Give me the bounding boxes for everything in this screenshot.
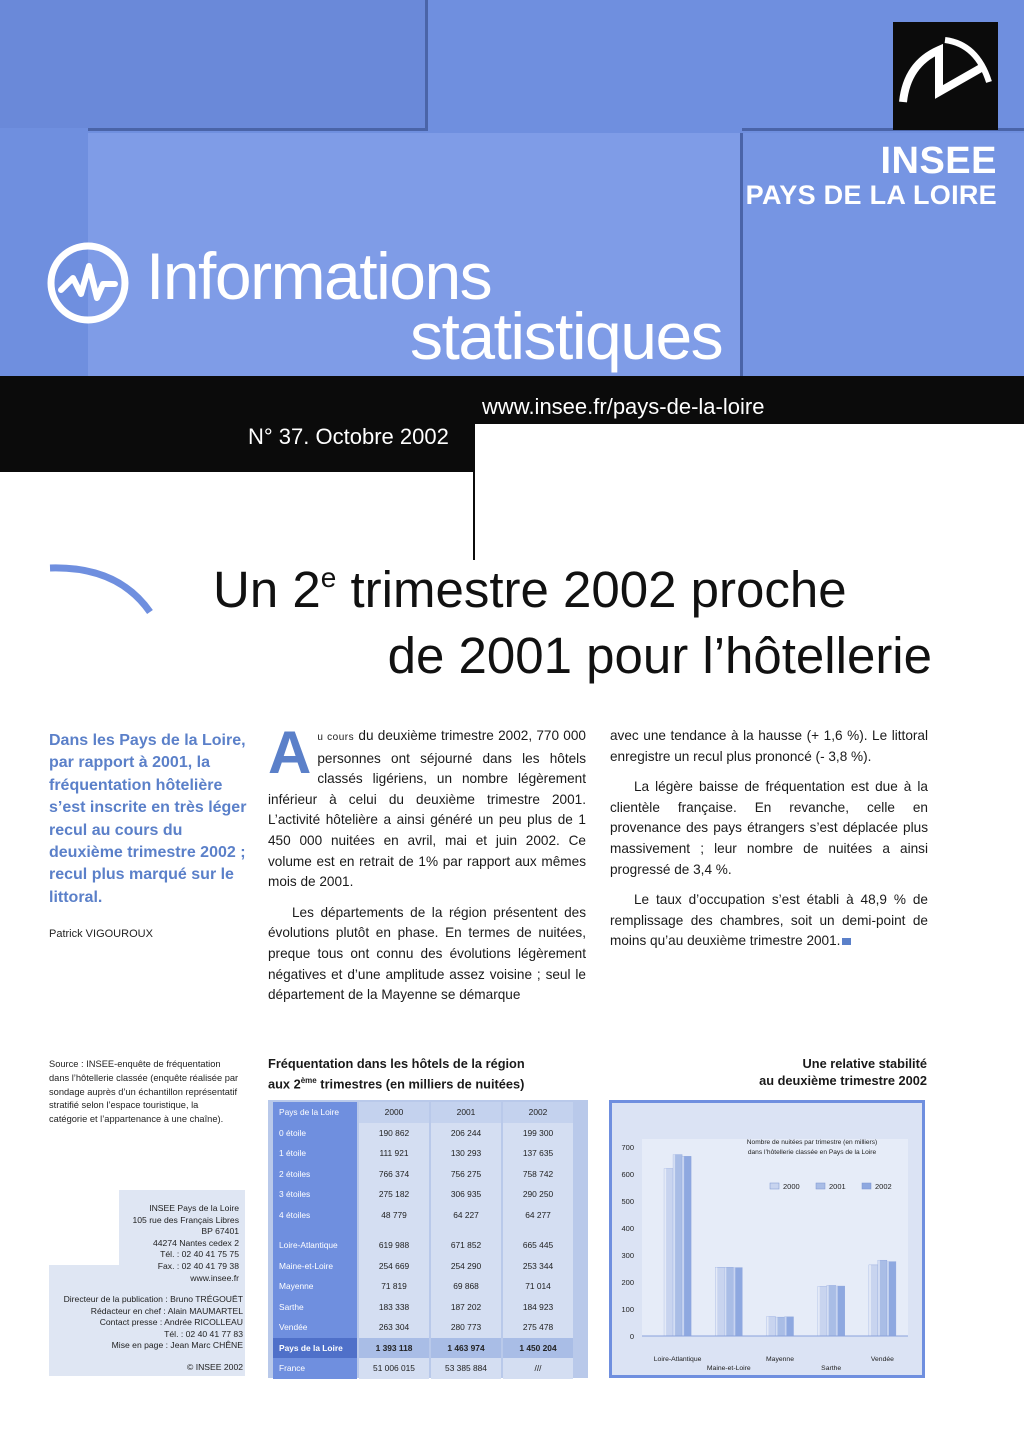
legend-label: 2000: [783, 1182, 800, 1191]
table-row: [273, 1358, 573, 1379]
publisher-address: [49, 1203, 239, 1284]
table-cell: 71 014: [503, 1276, 573, 1297]
insee-logo: [893, 22, 998, 130]
row-label: Vendée: [273, 1317, 357, 1338]
bar-chart: [612, 1103, 922, 1375]
table-header-cell: 2000: [359, 1102, 429, 1123]
paragraph-text: Le taux d’occupation s’est établi à 48,9 % de remplissage des chambres, soit un demi-point de moins qu’au deuxième trimestre 2001.: [610, 892, 928, 949]
chart-title-line: dans l’hôtellerie classée en Pays de la Loire: [747, 1149, 877, 1156]
bar-highlight: [878, 1260, 880, 1336]
credit-line: Rédacteur en chef : Alain MAUMARTEL: [90, 1305, 243, 1316]
row-label: Maine-et-Loire: [273, 1256, 357, 1277]
chart-title-line: Nombre de nuitées par trimestre (en milliers): [746, 1139, 878, 1146]
address-line: BP 67401: [201, 1226, 239, 1237]
issue-number: N° 37. Octobre 2002: [248, 424, 449, 449]
copyright: © INSEE 2002: [186, 1362, 243, 1372]
table-cell: 263 304: [359, 1317, 429, 1338]
address-line: Fax. : 02 40 41 79 38: [157, 1260, 239, 1271]
insee-logo-icon: [893, 22, 998, 130]
legend-swatch: [770, 1183, 779, 1189]
table-spacer: [503, 1225, 573, 1235]
bar-highlight: [818, 1286, 820, 1336]
headline: [213, 560, 847, 619]
x-tick-label: Vendée: [870, 1356, 894, 1363]
table-cell: 184 923: [503, 1297, 573, 1318]
publication-title: Informations: [146, 239, 492, 313]
author: Patrick VIGOUROUX: [49, 928, 153, 940]
region-name: PAYS DE LA LOIRE: [745, 180, 997, 210]
y-tick-label: 300: [621, 1251, 634, 1260]
table-header-cell: Pays de la Loire: [273, 1102, 357, 1123]
bar-highlight: [664, 1169, 666, 1336]
headline-line2: de 2001 pour l’hôtellerie: [387, 627, 932, 684]
panel-edge: [740, 133, 743, 378]
table-row: [273, 1184, 573, 1205]
credit-line: Tél. : 02 40 41 77 83: [164, 1328, 243, 1339]
chart-heading-line: au deuxième trimestre 2002: [759, 1073, 927, 1088]
y-tick-label: 700: [621, 1143, 634, 1152]
y-tick-label: 400: [621, 1224, 634, 1233]
table-cell: 254 669: [359, 1256, 429, 1277]
x-tick-label: Mayenne: [766, 1356, 794, 1363]
small-caps-text: u cours: [317, 732, 355, 743]
masthead: [0, 0, 1024, 475]
table-row: [273, 1164, 573, 1185]
row-label: France: [273, 1358, 357, 1379]
table-title-line: [268, 1072, 525, 1092]
website-link[interactable]: www.insee.fr: [190, 1272, 239, 1283]
panel-edge: [88, 128, 428, 131]
table-row: [273, 1143, 573, 1164]
divider: [473, 420, 475, 560]
end-mark-icon: [842, 938, 851, 945]
table-spacer: [273, 1225, 357, 1235]
table-cell: 187 202: [431, 1297, 501, 1318]
table-title-text: trimestres (en milliers de nuitées): [316, 1076, 525, 1092]
table-cell: 619 988: [359, 1235, 429, 1256]
table-spacer-row: [273, 1225, 573, 1235]
y-tick-label: 100: [621, 1305, 634, 1314]
row-label: Loire-Atlantique: [273, 1235, 357, 1256]
legend-label: 2001: [829, 1182, 846, 1191]
credit-line: Contact presse : Andrée RICOLLEAU: [99, 1317, 243, 1328]
headline-superscript: e: [320, 562, 337, 593]
table-cell: 1 393 118: [359, 1338, 429, 1359]
y-tick-label: 200: [621, 1278, 634, 1287]
article-paragraph: [268, 719, 586, 893]
y-tick-label: 0: [629, 1332, 634, 1341]
chart-frame: [609, 1100, 925, 1378]
table-cell: 671 852: [431, 1235, 501, 1256]
row-label: Pays de la Loire: [273, 1338, 357, 1359]
table-title-text: aux 2: [268, 1076, 301, 1092]
y-tick-label: 500: [621, 1197, 634, 1206]
bar-highlight: [767, 1317, 769, 1336]
table-cell: 190 862: [359, 1123, 429, 1144]
table-row: [273, 1276, 573, 1297]
source-note: Source : INSEE-enquête de fréquentation dans l’hôtellerie classée (enquête réalisée par sondage auprès d’un échantillon représentatif stratifié selon l’espace touristique, la catégorie et l’appartenance à une chaîne).: [49, 1059, 239, 1125]
table-header-row: [273, 1102, 573, 1123]
table-title: [268, 1055, 525, 1092]
table-row: [273, 1317, 573, 1338]
row-label: 4 étoiles: [273, 1205, 357, 1226]
table-title-superscript: ème: [300, 1076, 317, 1085]
table-row: [273, 1235, 573, 1256]
table-cell: 253 344: [503, 1256, 573, 1277]
bar-highlight: [887, 1262, 889, 1336]
table-row: [273, 1256, 573, 1277]
legend-swatch: [816, 1183, 825, 1189]
table-header-cell: 2001: [431, 1102, 501, 1123]
arc-decoration-icon: [48, 560, 158, 620]
row-label: Mayenne: [273, 1276, 357, 1297]
table-cell: 254 290: [431, 1256, 501, 1277]
article-column-1: [268, 719, 586, 1016]
bar-highlight: [724, 1267, 726, 1336]
table-cell: 758 742: [503, 1164, 573, 1185]
table-cell: ///: [503, 1358, 573, 1379]
row-label: 1 étoile: [273, 1143, 357, 1164]
data-table-frame: [268, 1100, 588, 1378]
row-label: 3 étoiles: [273, 1184, 357, 1205]
website-link[interactable]: www.insee.fr/pays-de-la-loire: [482, 394, 765, 419]
bar-highlight: [836, 1286, 838, 1336]
bar-highlight: [682, 1156, 684, 1336]
legend-swatch: [862, 1183, 871, 1189]
table-cell: 51 006 015: [359, 1358, 429, 1379]
article-paragraph: La légère baisse de fréquentation est due à la clientèle française. En revanche, celle en provenance des pays étrangers s’est déplacée plus massivement ; leur nombre de nuitées a ainsi progressé de 3,4 %.: [610, 779, 928, 877]
table-spacer: [431, 1225, 501, 1235]
headline-text: Un 2: [213, 561, 321, 618]
table-cell: 71 819: [359, 1276, 429, 1297]
data-table: [271, 1102, 575, 1379]
table-header-cell: 2002: [503, 1102, 573, 1123]
address-line: 105 rue des Français Libres: [132, 1214, 239, 1225]
table-spacer: [359, 1225, 429, 1235]
row-label: 0 étoile: [273, 1123, 357, 1144]
bar-highlight: [673, 1155, 675, 1336]
table-cell: 53 385 884: [431, 1358, 501, 1379]
table-cell: 64 277: [503, 1205, 573, 1226]
table-cell: 137 635: [503, 1143, 573, 1164]
x-tick-label: Maine-et-Loire: [706, 1365, 751, 1372]
table-cell: 199 300: [503, 1123, 573, 1144]
table-cell: 306 935: [431, 1184, 501, 1205]
y-tick-label: 600: [621, 1170, 634, 1179]
row-label: Sarthe: [273, 1297, 357, 1318]
headline-text: trimestre 2002 proche: [336, 561, 847, 618]
table-cell: 111 921: [359, 1143, 429, 1164]
article-paragraph: avec une tendance à la hausse (+ 1,6 %). Le littoral enregistre un recul plus prononcé (- 3,8 %).: [610, 728, 928, 764]
article-column-2: [610, 726, 928, 962]
paragraph-text: du deuxième trimestre 2002, 770 000 personnes ont séjourné dans les hôtels classés ligériens, un nombre légèrement inférieur à celui du deuxième trimestre 2001. L’activité hôtelière a ainsi généré un peu plus de 1 450 000 nuitées en avril, mai et juin 2002. Ce volume est en retrait de 1% par rapport aux mêmes mois de 2001.: [268, 728, 586, 890]
table-cell: 48 779: [359, 1205, 429, 1226]
address-line: 44274 Nantes cedex 2: [152, 1237, 239, 1248]
drop-cap: A: [268, 719, 312, 786]
table-row: [273, 1297, 573, 1318]
table-total-row: [273, 1338, 573, 1359]
article-paragraph: Les départements de la région présentent des évolutions plutôt en phase. En termes de nuitées, preque tous ont connu des évolutions légèrement négatives et d’une amplitude assez voisine ; seul le département de la Mayenne se démarque: [268, 904, 586, 1003]
panel-edge: [425, 0, 428, 128]
table-cell: 1 450 204: [503, 1338, 573, 1359]
row-label: 2 étoiles: [273, 1164, 357, 1185]
table-cell: 64 227: [431, 1205, 501, 1226]
table-cell: 280 773: [431, 1317, 501, 1338]
article-paragraph: [610, 890, 928, 952]
publication-subtitle: statistiques: [410, 299, 723, 373]
table-cell: 69 868: [431, 1276, 501, 1297]
table-cell: 130 293: [431, 1143, 501, 1164]
table-cell: 183 338: [359, 1297, 429, 1318]
bar-highlight: [827, 1285, 829, 1336]
x-tick-label: Loire-Atlantique: [653, 1356, 702, 1363]
bar-highlight: [776, 1317, 778, 1336]
bar-highlight: [869, 1265, 871, 1336]
bar-highlight: [733, 1268, 735, 1336]
lead-summary: Dans les Pays de la Loire, par rapport à 2001, la fréquentation hôtelière s’est inscrite en très léger recul au cours du deuxième trimestre 2002 ; recul plus marqué sur le littoral.: [49, 732, 247, 906]
legend-label: 2002: [875, 1182, 892, 1191]
address-line: Tél. : 02 40 41 75 75: [160, 1249, 239, 1260]
table-cell: 290 250: [503, 1184, 573, 1205]
table-cell: 756 275: [431, 1164, 501, 1185]
publication-credits: [49, 1294, 243, 1352]
table-cell: 275 478: [503, 1317, 573, 1338]
table-cell: 1 463 974: [431, 1338, 501, 1359]
chart-heading-line: Une relative stabilité: [802, 1056, 927, 1071]
table-cell: 766 374: [359, 1164, 429, 1185]
pulse-circle-icon: [45, 240, 131, 326]
credit-line: Directeur de la publication : Bruno TRÉGOUËT: [63, 1294, 243, 1304]
bar-highlight: [785, 1317, 787, 1336]
chart-heading: [759, 1055, 927, 1089]
brand-name: INSEE: [880, 140, 997, 182]
table-cell: 206 244: [431, 1123, 501, 1144]
address-line: INSEE Pays de la Loire: [149, 1203, 239, 1213]
table-title-line: Fréquentation dans les hôtels de la région: [268, 1056, 525, 1071]
x-tick-label: Sarthe: [821, 1365, 842, 1372]
credit-line: Mise en page : Jean Marc CHÊNE: [111, 1340, 243, 1351]
table-row: [273, 1205, 573, 1226]
masthead-panel: [0, 0, 425, 128]
table-row: [273, 1123, 573, 1144]
bar-highlight: [715, 1267, 717, 1336]
table-cell: 665 445: [503, 1235, 573, 1256]
table-cell: 275 182: [359, 1184, 429, 1205]
